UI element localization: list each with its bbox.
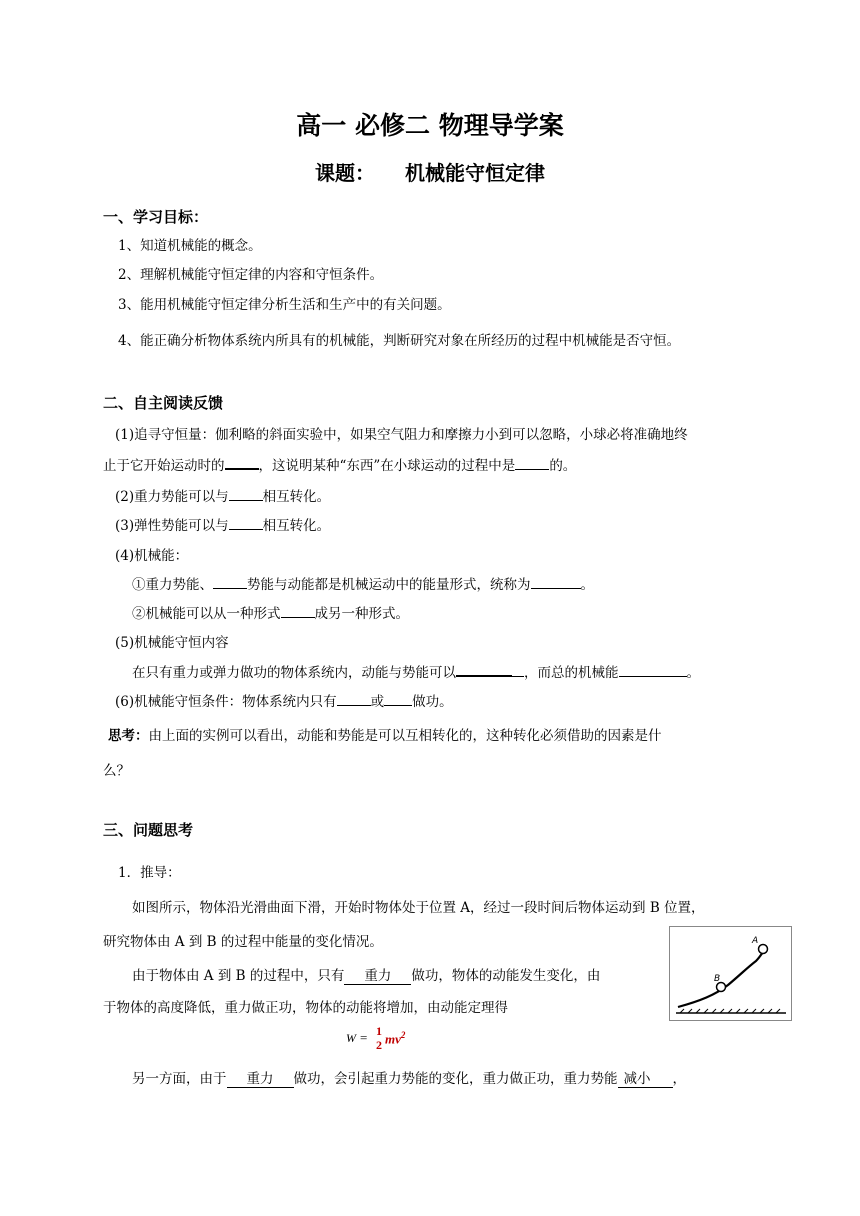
think-line2: 么？ xyxy=(103,763,130,779)
blank[interactable] xyxy=(515,455,549,470)
section2-heading: 二、自主阅读反馈 xyxy=(103,394,224,412)
formula-mv: $mv^2$ xyxy=(385,1030,406,1047)
blank[interactable] xyxy=(384,691,412,706)
blank[interactable] xyxy=(225,454,259,470)
ball-a xyxy=(759,945,768,954)
p1-line1: 如图所示，物体沿光滑曲面下滑，开始时物体处于位置 A，经过一段时间后物体运动到 B 位置， xyxy=(132,900,705,916)
blank[interactable] xyxy=(531,574,581,589)
page-title: 高一 必修二 物理导学案 xyxy=(296,111,564,140)
blank[interactable] xyxy=(619,662,687,677)
p1-line2: 研究物体由 A 到 B 的过程中能量的变化情况。 xyxy=(103,934,383,950)
label-a: A xyxy=(752,936,759,946)
goal-item-2: 2、理解机械能守恒定律的内容和守恒条件。 xyxy=(118,267,384,283)
blank[interactable] xyxy=(337,691,371,706)
think-line1: 思考：由上面的实例可以看出，动能和势能是可以互相转化的，这种转化必须借助的因素是什 xyxy=(108,728,662,744)
item1-label: 1．推导： xyxy=(118,865,181,881)
q3-line: (3)弹性势能可以与 相互转化。 xyxy=(115,514,330,534)
q2-line: (2)重力势能可以与 相互转化。 xyxy=(115,485,330,505)
q5-line: (5)机械能守恒内容 xyxy=(115,635,229,651)
fill-answer: 重力 xyxy=(344,968,411,985)
q4-2-line: ②机械能可以从一种形式 成另一种形式。 xyxy=(132,602,409,622)
q4-1-line: ①重力势能、 势能与动能都是机械运动中的能量形式，统称为 。 xyxy=(132,573,594,593)
lesson-label: 课题： xyxy=(315,161,375,185)
blank[interactable] xyxy=(456,661,512,677)
p3-line: 另一方面，由于 重力 做功，会引起重力势能的变化，重力做正功，重力势能 减小 ， xyxy=(132,1071,686,1087)
p2-line2: 于物体的高度降低，重力做正功，物体的动能将增加，由动能定理得 xyxy=(103,1000,508,1016)
curved-surface xyxy=(678,947,767,1007)
goal-item-4: 4、能正确分析物体系统内所具有的机械能，判断研究对象在所经历的过程中机械能是否守恒。 xyxy=(118,333,681,349)
lesson-name: 机械能守恒定律 xyxy=(405,161,545,185)
formula-eq: = xyxy=(360,1030,368,1045)
formula-w: W xyxy=(346,1031,356,1045)
blank[interactable] xyxy=(281,603,315,618)
goal-item-3: 3、能用机械能守恒定律分析生活和生产中的有关问题。 xyxy=(118,297,451,313)
goal-item-1: 1、知道机械能的概念。 xyxy=(118,238,262,254)
curved-slope-diagram xyxy=(669,926,792,1021)
blank[interactable] xyxy=(213,574,247,589)
formula-fraction xyxy=(374,1024,384,1052)
q1-line2: 止于它开始运动时的 ，这说明某种“东西”在小球运动的过程中是 的。 xyxy=(103,454,576,474)
q5-body: 在只有重力或弹力做功的物体系统内，动能与势能可以 ，而总的机械能 。 xyxy=(132,661,700,681)
label-b: B xyxy=(714,974,721,984)
fill-answer: 重力 xyxy=(227,1071,294,1088)
q6-line: (6)机械能守恒条件：物体系统内只有 或 做功。 xyxy=(115,690,453,710)
fill-answer: 减小 xyxy=(618,1071,673,1088)
slope-svg xyxy=(670,927,791,1020)
q1-line1: (1)追寻守恒量：伽利略的斜面实验中，如果空气阻力和摩擦力小到可以忽略，小球必将准确地终 xyxy=(115,427,688,443)
q4-line: (4)机械能： xyxy=(115,548,189,564)
formula-denominator: 2 xyxy=(376,1038,382,1052)
blank[interactable] xyxy=(229,486,263,501)
blank[interactable] xyxy=(512,662,524,677)
lesson-title xyxy=(0,157,860,186)
section1-heading: 一、学习目标： xyxy=(103,208,209,226)
formula-numerator: 1 xyxy=(376,1024,382,1038)
kinetic-energy-formula xyxy=(346,1024,426,1060)
section3-heading: 三、问题思考 xyxy=(103,821,194,839)
think-label: 思考： xyxy=(108,728,149,744)
p2-line1: 由于物体由 A 到 B 的过程中，只有 重力 做功，物体的动能发生变化，由 xyxy=(132,968,601,984)
blank[interactable] xyxy=(229,515,263,530)
